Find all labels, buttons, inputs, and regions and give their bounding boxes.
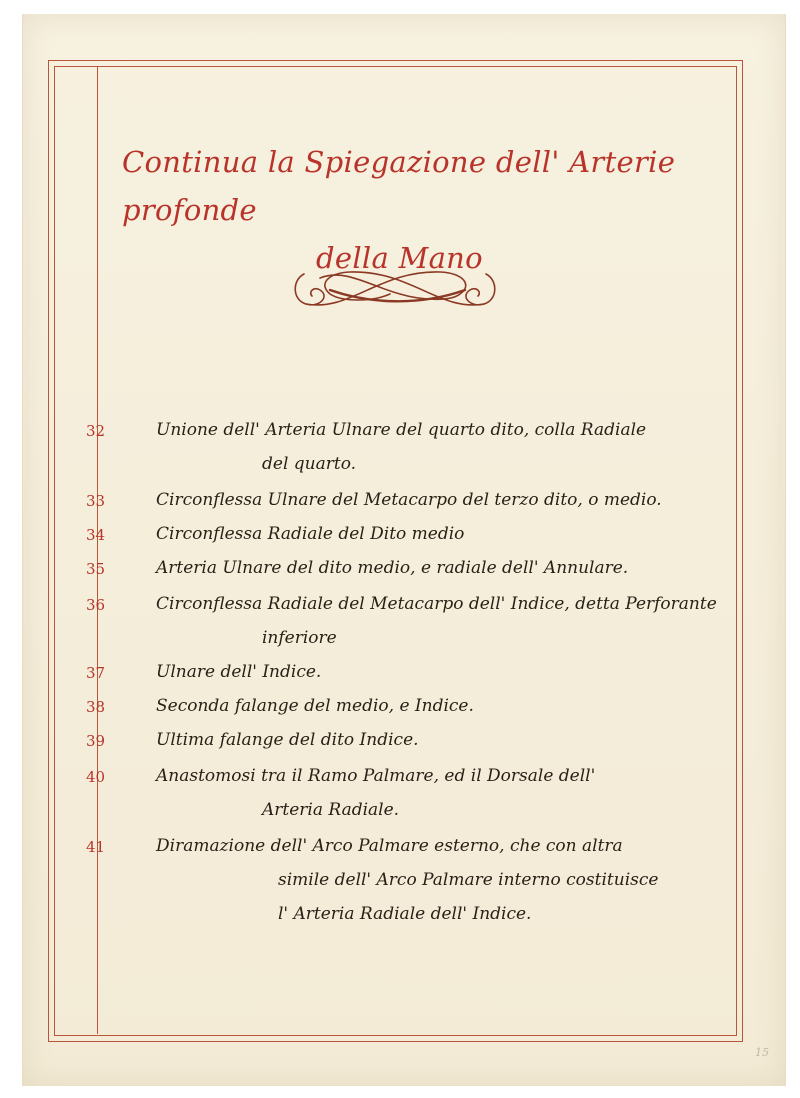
title-line-2: della Mano (316, 241, 483, 275)
page-mark: 15 (755, 1046, 769, 1059)
entry-number: 39 (86, 732, 106, 750)
entry-text: Arteria Ulnare del dito medio, e radiale dell' Annulare. (156, 558, 629, 578)
entry-number: 32 (86, 422, 106, 440)
margin-rule-line (97, 66, 98, 1034)
entry-text: Unione dell' Arteria Ulnare del quarto dito, colla Radiale (156, 420, 647, 440)
entry-number: 33 (86, 492, 106, 510)
entry-continuation-text: Arteria Radiale. (262, 800, 400, 820)
entry-number: 41 (86, 838, 106, 856)
entry-continuation-text: del quarto. (262, 454, 357, 474)
entry-text: Ultima falange del dito Indice. (156, 730, 419, 750)
entry-text: Seconda falange del medio, e Indice. (156, 696, 474, 716)
entry-number: 35 (86, 560, 106, 578)
entry-continuation-text: l' Arteria Radiale dell' Indice. (278, 904, 532, 924)
entry-number: 38 (86, 698, 106, 716)
calligraphic-flourish-ornament (290, 260, 500, 320)
entry-number: 40 (86, 768, 106, 786)
entry-text: Circonflessa Radiale del Metacarpo dell' Indice, detta Perforante (156, 594, 717, 614)
entry-text: Circonflessa Radiale del Dito medio (156, 524, 465, 544)
title-line-1: Continua la Spiegazione dell' Arterie profonde (122, 145, 676, 227)
entry-text: Ulnare dell' Indice. (156, 662, 322, 682)
entry-continuation-text: inferiore (262, 628, 337, 648)
entry-number: 36 (86, 596, 106, 614)
entry-text: Anastomosi tra il Ramo Palmare, ed il Dorsale dell' (156, 766, 596, 786)
entry-text: Diramazione dell' Arco Palmare esterno, che con altra (156, 836, 623, 856)
entry-text: Circonflessa Ulnare del Metacarpo del terzo dito, o medio. (156, 490, 662, 510)
entry-number: 34 (86, 526, 106, 544)
entry-number: 37 (86, 664, 106, 682)
entry-continuation-text: simile dell' Arco Palmare interno costituisce (278, 870, 659, 890)
